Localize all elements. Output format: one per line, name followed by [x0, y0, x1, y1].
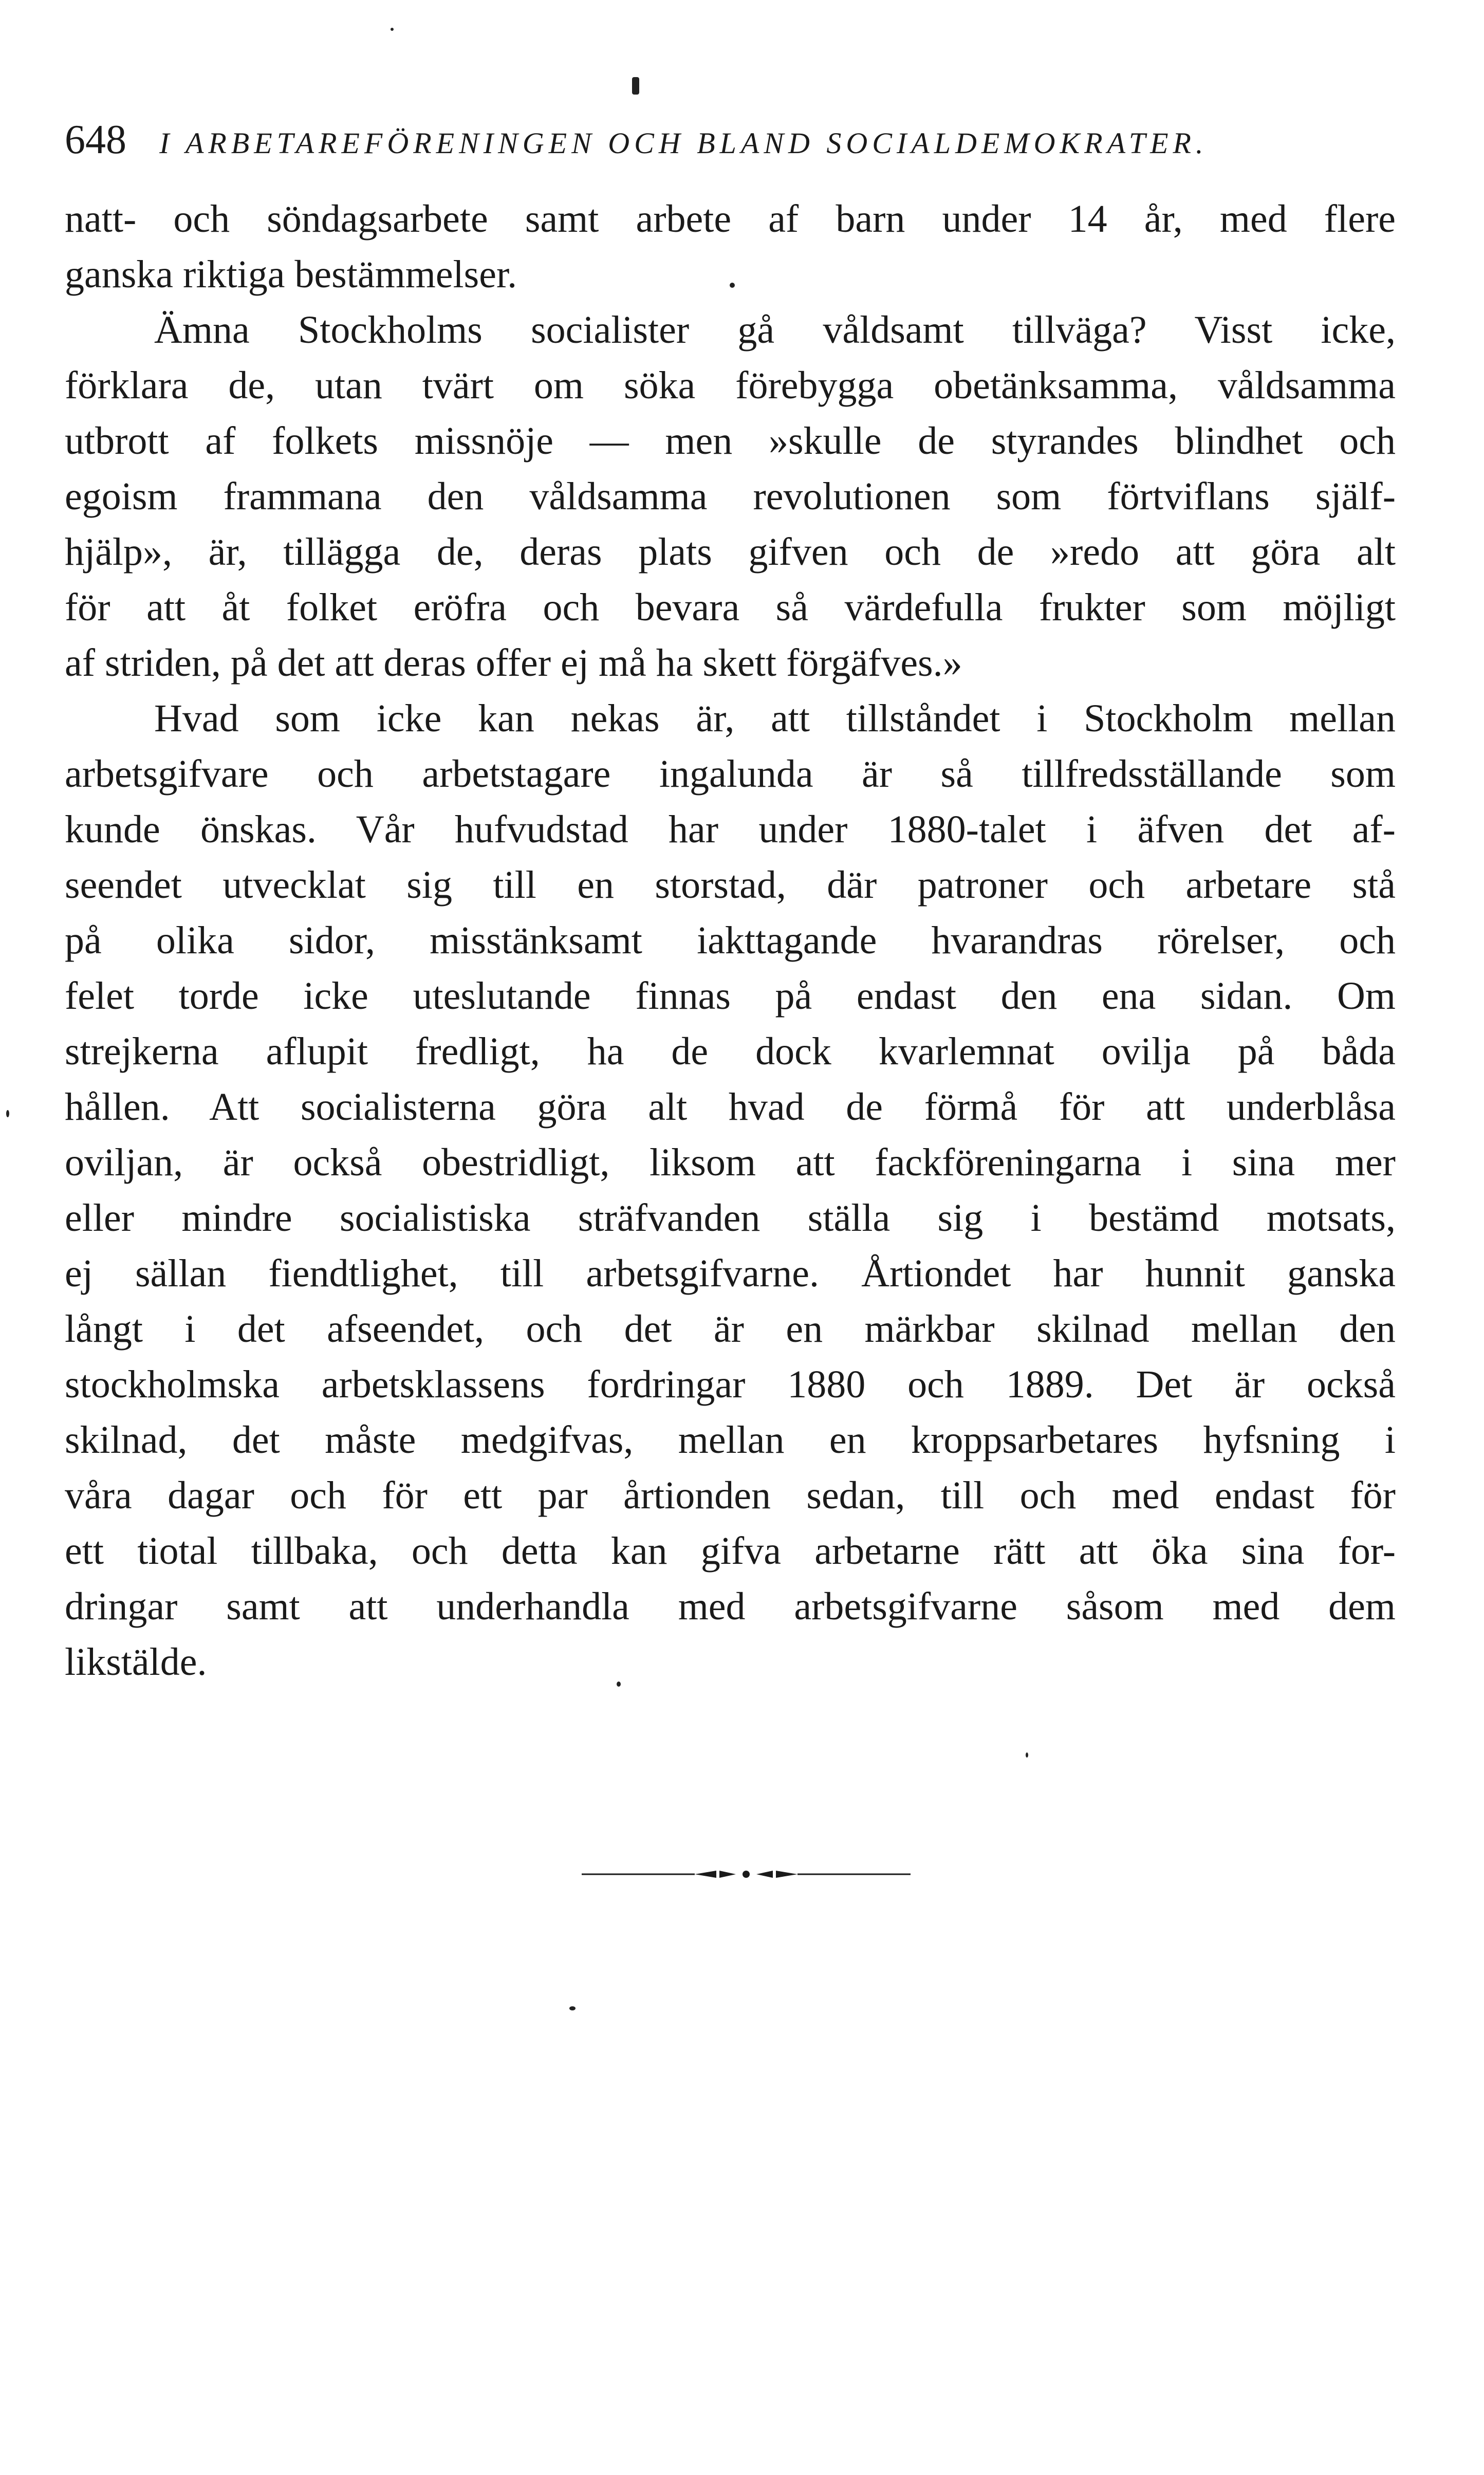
text-line: stockholmska arbetsklassens fordringar 1880 och 1889. Det är också: [65, 1363, 1396, 1406]
text-line: kunde önskas. Vår hufvudstad har under 1880-talet i äfven det af-: [65, 808, 1396, 851]
text-line: likstälde.: [65, 1640, 207, 1684]
body-text: [65, 191, 1396, 1690]
text-line: hjälp», är, tillägga de, deras plats gifven och de »redo att göra alt: [65, 530, 1396, 574]
text-line: eller mindre socialistiska sträfvanden ställa sig i bestämd motsats,: [65, 1196, 1396, 1240]
text-line: Hvad som icke kan nekas är, att tillståndet i Stockholm mellan: [154, 697, 1396, 740]
text-line: skilnad, det måste medgifvas, mellan en kroppsarbetares hyfsning i: [65, 1418, 1396, 1462]
page-number: 648: [65, 117, 126, 162]
text-line: egoism frammana den våldsamma revolutionen som förtviflans själf-: [65, 475, 1396, 518]
text-line: förklara de, utan tvärt om söka förebygga obetänksamma, våldsamma: [65, 364, 1396, 407]
text-line: natt- och söndagsarbete samt arbete af barn under 14 år, med flere: [65, 197, 1396, 241]
text-line: oviljan, är också obestridligt, liksom att fackföreningarna i sina mer: [65, 1141, 1396, 1184]
text-line: arbetsgifvare och arbetstagare ingalunda är så tillfredsställande som: [65, 752, 1396, 796]
text-line: ej sällan fiendtlighet, till arbetsgifvarne. Årtiondet har hunnit ganska: [65, 1252, 1396, 1295]
text-line: för att åt folket eröfra och bevara så värdefulla frukter som möjligt: [65, 586, 1396, 629]
text-line: strejkerna aflupit fredligt, ha de dock kvarlemnat ovilja på båda: [65, 1030, 1396, 1073]
text-line: af striden, på det att deras offer ej må ha skett förgäfves.»: [65, 641, 962, 685]
text-line: felet torde icke uteslutande finnas på endast den ena sidan. Om: [65, 974, 1396, 1018]
text-line: på olika sidor, misstänksamt iakttagande hvarandras rörelser, och: [65, 919, 1396, 962]
text-line: ganska riktiga bestämmelser.: [65, 253, 517, 296]
text-line: Ämna Stockholms socialister gå våldsamt tillväga? Visst icke,: [154, 308, 1396, 352]
running-header: [65, 109, 1396, 171]
text-line: utbrott af folkets missnöje — men »skulle de styrandes blindhet och: [65, 419, 1396, 463]
text-line: våra dagar och för ett par årtionden sedan, till och med endast för: [65, 1474, 1396, 1517]
text-line: seendet utvecklat sig till en storstad, där patroner och arbetare stå: [65, 863, 1396, 907]
text-line: hållen. Att socialisterna göra alt hvad de förmå för att underblåsa: [65, 1085, 1396, 1129]
section-end-ornament: [582, 1867, 911, 1882]
text-line: dringar samt att underhandla med arbetsgifvarne såsom med dem: [65, 1585, 1396, 1628]
running-title: I ARBETAREFÖRENINGEN OCH BLAND SOCIALDEMOKRATER.: [159, 126, 1208, 160]
text-line: ett tiotal tillbaka, och detta kan gifva arbetarne rätt att öka sina for-: [65, 1529, 1396, 1573]
text-line: långt i det afseendet, och det är en märkbar skilnad mellan den: [65, 1307, 1396, 1351]
